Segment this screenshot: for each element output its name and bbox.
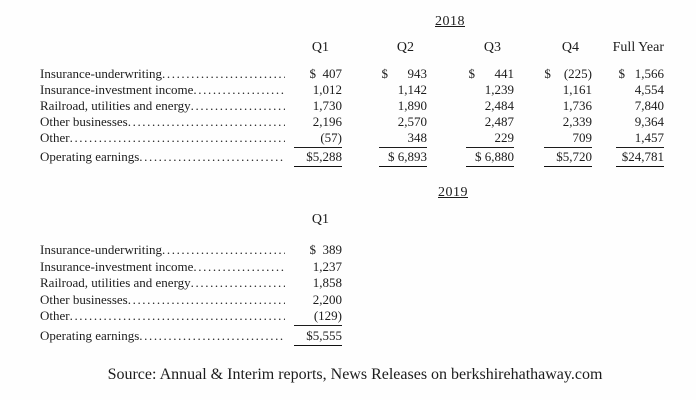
dot-leader bbox=[70, 130, 285, 146]
row-label-cell bbox=[40, 149, 285, 165]
cell-text: 1,237 bbox=[312, 258, 342, 274]
cell-text: $5,555 bbox=[294, 328, 342, 346]
cell-value bbox=[342, 66, 427, 82]
cell-value bbox=[592, 130, 664, 148]
cell-text: 4,554 bbox=[634, 82, 664, 97]
cell-value bbox=[592, 66, 664, 82]
cell-value bbox=[427, 98, 514, 114]
cell-text: 2,484 bbox=[484, 98, 514, 113]
table-row bbox=[40, 275, 670, 292]
cell-value bbox=[285, 292, 342, 308]
row-label: Railroad, utilities and energy bbox=[40, 98, 191, 113]
table-row bbox=[40, 242, 670, 259]
cell-value bbox=[285, 242, 342, 258]
dot-leader bbox=[70, 308, 285, 324]
table-row bbox=[40, 308, 670, 325]
cell-text: $ 6,880 bbox=[466, 149, 514, 167]
dot-leader bbox=[139, 328, 285, 344]
cell-text: 9,364 bbox=[634, 114, 664, 129]
cell-value bbox=[285, 275, 342, 291]
row-label: Operating earnings bbox=[40, 327, 140, 343]
row-label: Insurance-underwriting bbox=[40, 242, 163, 257]
column-header: Full Year bbox=[612, 40, 664, 55]
table-row bbox=[40, 149, 670, 165]
dot-leader bbox=[162, 66, 285, 82]
row-label-cell bbox=[40, 130, 285, 146]
cell-value bbox=[427, 114, 514, 130]
row-label-cell bbox=[40, 98, 285, 114]
cell-text: 2,196 bbox=[312, 114, 342, 129]
year-heading-2019: 2019 bbox=[438, 185, 468, 200]
table-row bbox=[40, 114, 670, 130]
column-header: Q4 bbox=[561, 40, 579, 55]
cell-text: $ 1,566 bbox=[618, 66, 664, 81]
year-heading-2018: 2018 bbox=[435, 14, 465, 29]
cell-value bbox=[342, 98, 427, 114]
row-label: Insurance-underwriting bbox=[40, 66, 163, 81]
cell-value bbox=[285, 308, 342, 326]
cell-value bbox=[285, 114, 342, 130]
cell-text: 709 bbox=[544, 130, 592, 148]
row-label-cell bbox=[40, 308, 285, 324]
column-header: Q1 bbox=[311, 212, 329, 227]
row-label-cell bbox=[40, 82, 285, 98]
row-label-cell bbox=[40, 66, 285, 82]
cell-text: (129) bbox=[294, 308, 342, 326]
cell-text: (57) bbox=[294, 130, 342, 148]
row-label-cell bbox=[40, 259, 285, 275]
table-body bbox=[40, 242, 670, 344]
row-label: Insurance-investment income bbox=[40, 82, 194, 97]
cell-value bbox=[342, 130, 427, 148]
cell-text: 1,736 bbox=[562, 98, 592, 113]
cell-value bbox=[514, 66, 592, 82]
column-header: Q2 bbox=[396, 40, 414, 55]
row-label-cell bbox=[40, 114, 285, 130]
cell-value bbox=[342, 114, 427, 130]
cell-value bbox=[514, 130, 592, 148]
cell-value bbox=[427, 130, 514, 148]
table-row bbox=[40, 130, 670, 146]
cell-text: 1,730 bbox=[312, 98, 342, 113]
cell-value bbox=[592, 98, 664, 114]
table-body bbox=[40, 66, 670, 165]
earnings-table-2019 bbox=[40, 212, 670, 344]
cell-text: $ 943 bbox=[381, 66, 427, 81]
cell-value bbox=[427, 66, 514, 82]
table-row bbox=[40, 66, 670, 82]
cell-text: 1,858 bbox=[312, 275, 342, 290]
cell-text: 7,840 bbox=[634, 98, 664, 113]
table-row bbox=[40, 292, 670, 309]
cell-value bbox=[285, 259, 342, 275]
cell-value bbox=[514, 82, 592, 98]
cell-value bbox=[427, 82, 514, 98]
cell-text: 1,457 bbox=[616, 130, 664, 148]
table-header-row bbox=[285, 40, 670, 66]
cell-text: 1,239 bbox=[484, 82, 514, 97]
cell-text: 2,570 bbox=[397, 114, 427, 129]
cell-value bbox=[514, 98, 592, 114]
column-header: Q3 bbox=[483, 40, 501, 55]
cell-value bbox=[427, 149, 514, 167]
dot-leader bbox=[191, 275, 285, 291]
table-row bbox=[40, 98, 670, 114]
column-header: Q1 bbox=[311, 40, 329, 55]
dot-leader bbox=[193, 82, 285, 98]
source-attribution: Source: Annual & Interim reports, News Releases on berkshirehathaway.com bbox=[107, 366, 603, 383]
cell-text: 1,161 bbox=[562, 82, 592, 97]
cell-value bbox=[342, 149, 427, 167]
cell-value bbox=[592, 82, 664, 98]
dot-leader bbox=[128, 292, 285, 308]
row-label: Other businesses bbox=[40, 291, 128, 307]
row-label-cell bbox=[40, 292, 285, 308]
cell-text: 348 bbox=[379, 130, 427, 148]
cell-text: $ (225) bbox=[544, 66, 592, 81]
dot-leader bbox=[139, 149, 285, 165]
dot-leader bbox=[191, 98, 285, 114]
cell-text: $ 441 bbox=[468, 66, 514, 81]
cell-text: 1,012 bbox=[312, 82, 342, 97]
cell-text: $ 6,893 bbox=[379, 149, 427, 167]
table-row bbox=[40, 82, 670, 98]
cell-text: $ 389 bbox=[309, 242, 342, 257]
row-label: Other bbox=[40, 308, 70, 323]
row-label-cell bbox=[40, 328, 285, 344]
dot-leader bbox=[193, 259, 285, 275]
row-label-cell bbox=[40, 242, 285, 258]
cell-value bbox=[285, 66, 342, 82]
cell-text: 2,487 bbox=[484, 114, 514, 129]
cell-text: 229 bbox=[466, 130, 514, 148]
row-label: Insurance-investment income bbox=[40, 258, 194, 274]
cell-value bbox=[285, 130, 342, 148]
row-label: Railroad, utilities and energy bbox=[40, 275, 191, 290]
table-row bbox=[40, 328, 670, 345]
cell-value bbox=[592, 114, 664, 130]
cell-value bbox=[514, 149, 592, 167]
row-label-cell bbox=[40, 275, 285, 291]
cell-text: 2,339 bbox=[562, 114, 592, 129]
cell-value bbox=[285, 98, 342, 114]
cell-value bbox=[285, 82, 342, 98]
table-header-row bbox=[285, 212, 670, 242]
row-label: Other businesses bbox=[40, 114, 128, 129]
cell-text: 2,200 bbox=[312, 291, 342, 307]
row-label: Other bbox=[40, 130, 70, 145]
cell-value bbox=[592, 149, 664, 167]
table-row bbox=[40, 259, 670, 276]
earnings-table-2018 bbox=[40, 40, 670, 165]
cell-value bbox=[342, 82, 427, 98]
dot-leader bbox=[162, 242, 285, 258]
dot-leader bbox=[128, 114, 285, 130]
cell-text: 1,890 bbox=[397, 98, 427, 113]
cell-value bbox=[285, 328, 342, 346]
cell-value bbox=[514, 114, 592, 130]
cell-text: $5,288 bbox=[294, 149, 342, 167]
cell-text: $24,781 bbox=[616, 149, 664, 167]
cell-text: $ 407 bbox=[309, 66, 342, 81]
cell-text: $5,720 bbox=[544, 149, 592, 167]
cell-text: 1,142 bbox=[397, 82, 427, 97]
cell-value bbox=[285, 149, 342, 167]
row-label: Operating earnings bbox=[40, 149, 140, 164]
